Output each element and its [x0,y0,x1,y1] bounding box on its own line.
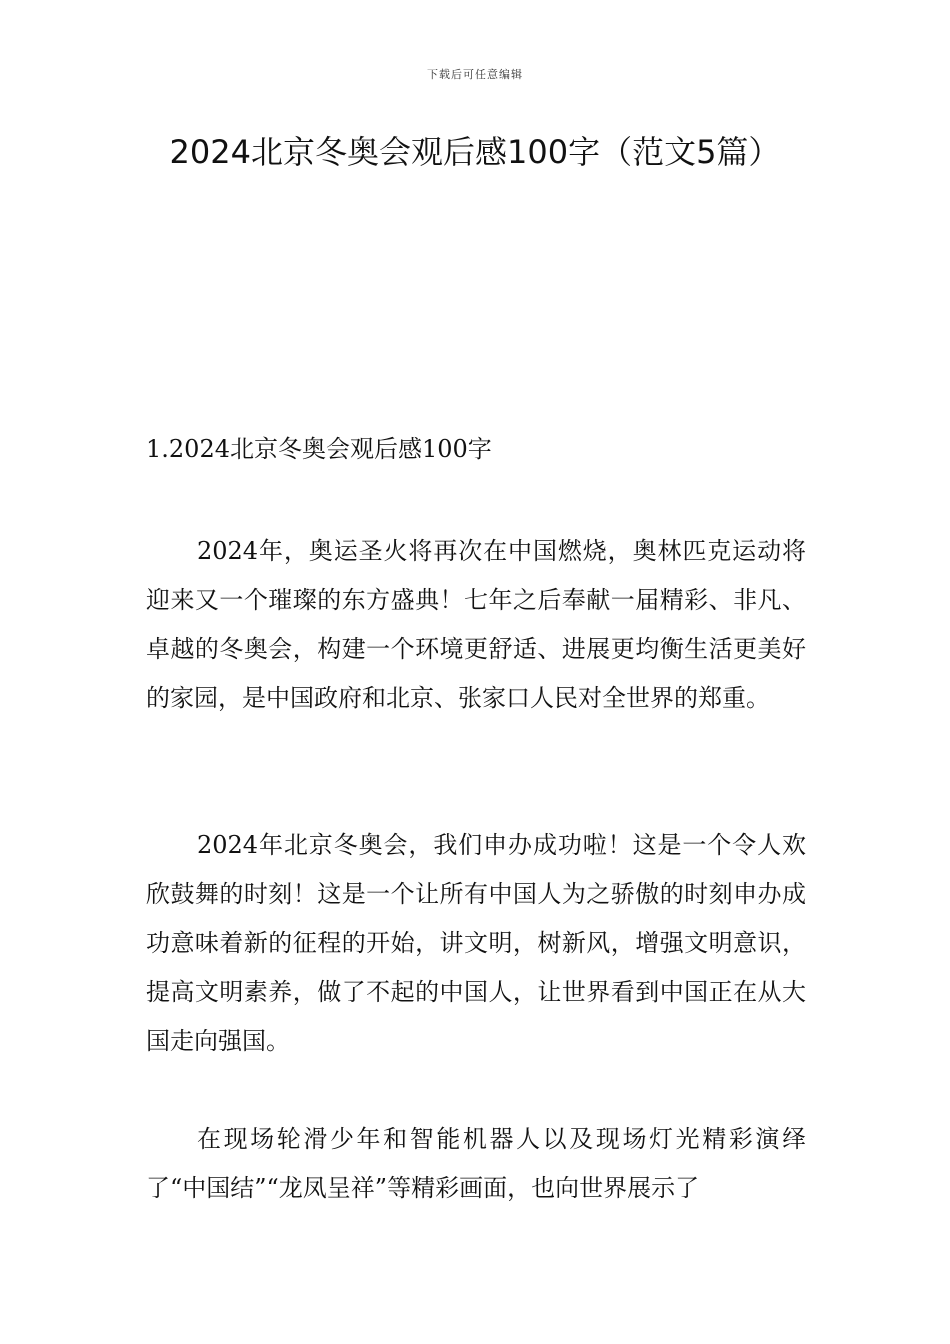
body-paragraph-1: 2024年，奥运圣火将再次在中国燃烧，奥林匹克运动将迎来又一个璀璨的东方盛典！七年之后奉献一届精彩、非凡、卓越的冬奥会，构建一个环境更舒适、进展更均衡生活更美好的家园，是中国政府和北京、张家口人民对全世界的郑重。 [146,537,806,712]
body-paragraph-2: 2024年北京冬奥会，我们申办成功啦！这是一个令人欢欣鼓舞的时刻！这是一个让所有中国人为之骄傲的时刻申办成功意味着新的征程的开始，讲文明，树新风，增强文明意识，提高文明素养，做了不起的中国人，让世界看到中国正在从大国走向强国。 [146,831,806,1055]
body-paragraph-3: 在现场轮滑少年和智能机器人以及现场灯光精彩演绎了“中国结”“龙凤呈祥”等精彩画面，也向世界展示了 [146,1125,806,1202]
header-note: 下载后可任意编辑 [427,68,523,81]
document-title: 2024北京冬奥会观后感100字（范文5篇） [169,133,781,171]
section-heading: 1.2024北京冬奥会观后感100字 [146,435,492,463]
